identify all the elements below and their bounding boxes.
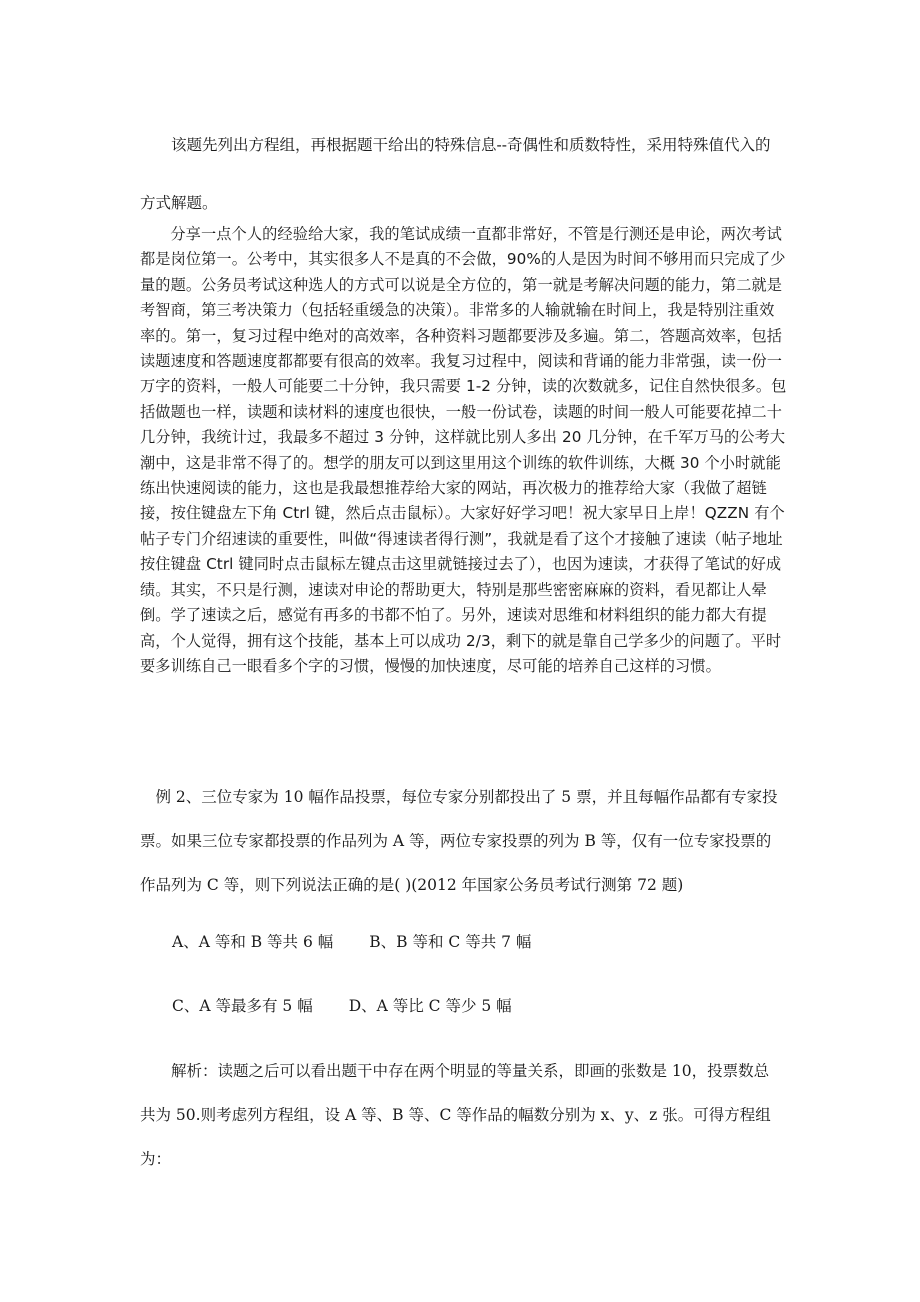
intro-paragraph: 该题先列出方程组，再根据题干给出的特殊信息--奇偶性和质数特性，采用特殊值代入的方式解题。 xyxy=(140,136,771,212)
analysis-paragraph: 解析：读题之后可以看出题干中存在两个明显的等量关系，即画的张数是 10，投票数总共为 50.则考虑列方程组，设 A 等、B 等、C 等作品的幅数分别为 x、y、z 张。可得方程组为： xyxy=(140,1062,771,1168)
experience-paragraph: 分享一点个人的经验给大家，我的笔试成绩一直都非常好，不管是行测还是申论，两次考试都是岗位第一。公考中，其实很多人不是真的不会做，90%的人是因为时间不够用而只完成了少量的题。公务员考试这种选人的方式可以说是全方位的，第一就是考解决问题的能力，第二就是考智商，第三考决策力（包括轻重缓急的决策）。非常多的人输就输在时间上，我是特别注重效率的。第一，复习过程中绝对的高效率，各种资料习题都要涉及多遍。第二，答题高效率，包括读题速度和答题速度都都要有很高的效率。我复习过程中，阅读和背诵的能力非常强，读一份一万字的资料，一般人可能要二十分钟，我只需要 1-2 分钟，读的次数就多，记住自然快很多。包括做题也一样，读题和读材料的速度也很快，一般一份试卷，读题的时间一般人可能要花掉二十几分钟，我统计过，我最多不超过 3 分钟，这样就比别人多出 20 几分钟，在千军万马的公考大潮中，这是非常不得了的。想学的朋友可以到这里用这个训练的软件训练，大概 30 个小时就能练出快速阅读的能力，这也是我最想推荐给大家的网站，再次极力的推荐给大家（我做了超链接，按住键盘左下角 Ctrl 键，然后点击鼠标）。大家好好学习吧！祝大家早日上岸！QZZN 有个帖子专门介绍速读的重要性，叫做“得速读者得行测”，我就是看了这个才接触了速读（帖子地址按住键盘 Ctrl 键同时点击鼠标左键点击这里就链接过去了），也因为速读，才获得了笔试的好成绩。其实，不只是行测，速读对申论的帮助更大，特别是那些密密麻麻的资料，看见都让人晕倒。学了速读之后，感觉有再多的书都不怕了。另外，速读对思维和材料组织的能力都大有提高，个人觉得，拥有这个技能，基本上可以成功 2/3，剩下的就是靠自己学多少的问题了。平时要多训练自己一眼看多个字的习惯，慢慢的加快速度，尽可能的培养自己这样的习惯。 xyxy=(140,225,787,675)
option-a: A、A 等和 B 等共 6 幅 xyxy=(172,933,334,951)
option-d: D、A 等比 C 等少 5 幅 xyxy=(348,997,512,1015)
options-row-cd xyxy=(172,994,512,1016)
option-b: B、B 等和 C 等共 7 幅 xyxy=(369,933,532,951)
option-c: C、A 等最多有 5 幅 xyxy=(172,997,313,1015)
options-row-ab xyxy=(172,930,531,952)
example-question: 例 2、三位专家为 10 幅作品投票，每位专家分别都投出了 5 票，并且每幅作品都有专家投票。如果三位专家都投票的作品列为 A 等，两位专家投票的列为 B 等，仅有一位专家投票的作品列为 C 等，则下列说法正确的是( )(2012 年国家公务员考试行测第 72 题) xyxy=(140,788,778,894)
